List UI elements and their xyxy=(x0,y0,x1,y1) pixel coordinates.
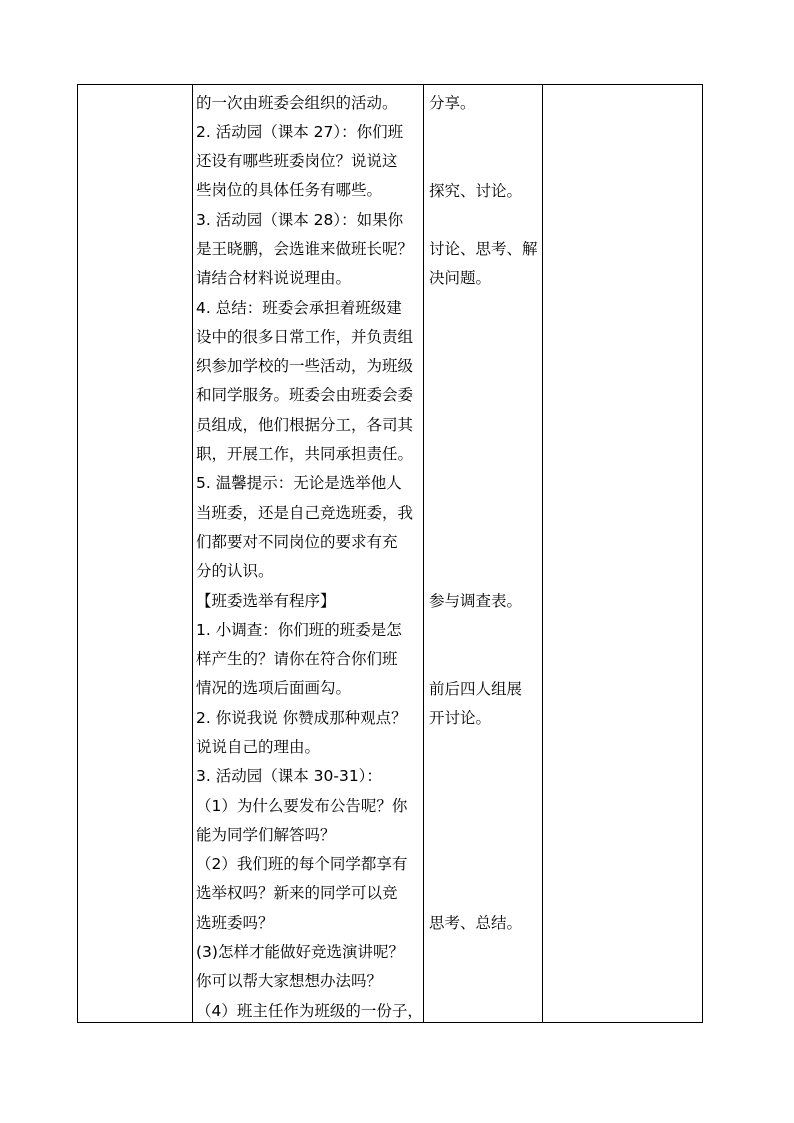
text-line: 决问题。 xyxy=(429,269,492,287)
text-line: 分的认识。 xyxy=(196,562,274,580)
text-line: 参与调查表。 xyxy=(429,592,523,610)
text-line: 当班委，还是自己竞选班委，我 xyxy=(196,504,414,522)
text-line: （4）班主任作为班级的一份子， xyxy=(196,1002,423,1020)
text-line: 选班委吗？ xyxy=(196,914,274,932)
table-border-bottom xyxy=(77,1022,703,1023)
text-line: 思考、总结。 xyxy=(429,914,523,932)
text-line: 3. 活动园（课本 28）：如果你 xyxy=(196,211,404,229)
text-line: 员组成，他们根据分工，各司其 xyxy=(196,416,414,434)
text-line: 你可以帮大家想想办法吗？ xyxy=(196,972,383,990)
text-line: 5. 温馨提示：无论是选举他人 xyxy=(196,474,402,492)
text-line: 和同学服务。班委会由班委会委 xyxy=(196,386,414,404)
table-cell-right xyxy=(424,85,542,1022)
text-line: 还设有哪些班委岗位？说说这 xyxy=(196,152,398,170)
text-line: 织参加学校的一些活动，为班级 xyxy=(196,357,414,375)
table-border-right xyxy=(702,84,703,1023)
text-line: 1. 小调查：你们班的班委是怎 xyxy=(196,621,402,639)
text-line: 分享。 xyxy=(429,94,476,112)
text-line: （2）我们班的每个同学都享有 xyxy=(196,855,408,873)
text-line: 2. 你说我说 你赞成那种观点？ xyxy=(196,709,407,727)
table-cell-left xyxy=(78,85,192,1022)
text-line: 职，开展工作，共同承担责任。 xyxy=(196,445,414,463)
text-line: 样产生的？请你在符合你们班 xyxy=(196,650,398,668)
text-line: 情况的选项后面画勾。 xyxy=(196,679,352,697)
text-line: 开讨论。 xyxy=(429,709,492,727)
text-line: 2. 活动园（课本 27）：你们班 xyxy=(196,123,404,141)
text-line: （1）为什么要发布公告呢？你 xyxy=(196,797,408,815)
text-line: 讨论、思考、解 xyxy=(429,240,538,258)
text-line: 4. 总结：班委会承担着班级建 xyxy=(196,299,402,317)
text-line: 些岗位的具体任务有哪些。 xyxy=(196,181,383,199)
text-line: 选举权吗？新来的同学可以竞 xyxy=(196,884,398,902)
table-cell-middle xyxy=(193,85,423,1022)
text-line: 3. 活动园（课本 30-31）： xyxy=(196,767,382,785)
text-line: 前后四人组展 xyxy=(429,680,523,698)
text-line: 说说自己的理由。 xyxy=(196,738,321,756)
text-line: 是王晓鹏，会选谁来做班长呢？ xyxy=(196,240,414,258)
text-line: 探究、讨论。 xyxy=(429,182,523,200)
text-line: 们都要对不同岗位的要求有充 xyxy=(196,533,398,551)
text-line: 的一次由班委会组织的活动。 xyxy=(196,94,398,112)
table-cell-far-right xyxy=(543,85,702,1022)
section-heading: 【班委选举有程序】 xyxy=(196,592,336,610)
text-line: 设中的很多日常工作，并负责组 xyxy=(196,328,414,346)
text-line: 请结合材料说说理由。 xyxy=(196,269,352,287)
text-line: 能为同学们解答吗？ xyxy=(196,826,336,844)
text-line: (3)怎样才能做好竞选演讲呢？ xyxy=(196,943,404,961)
